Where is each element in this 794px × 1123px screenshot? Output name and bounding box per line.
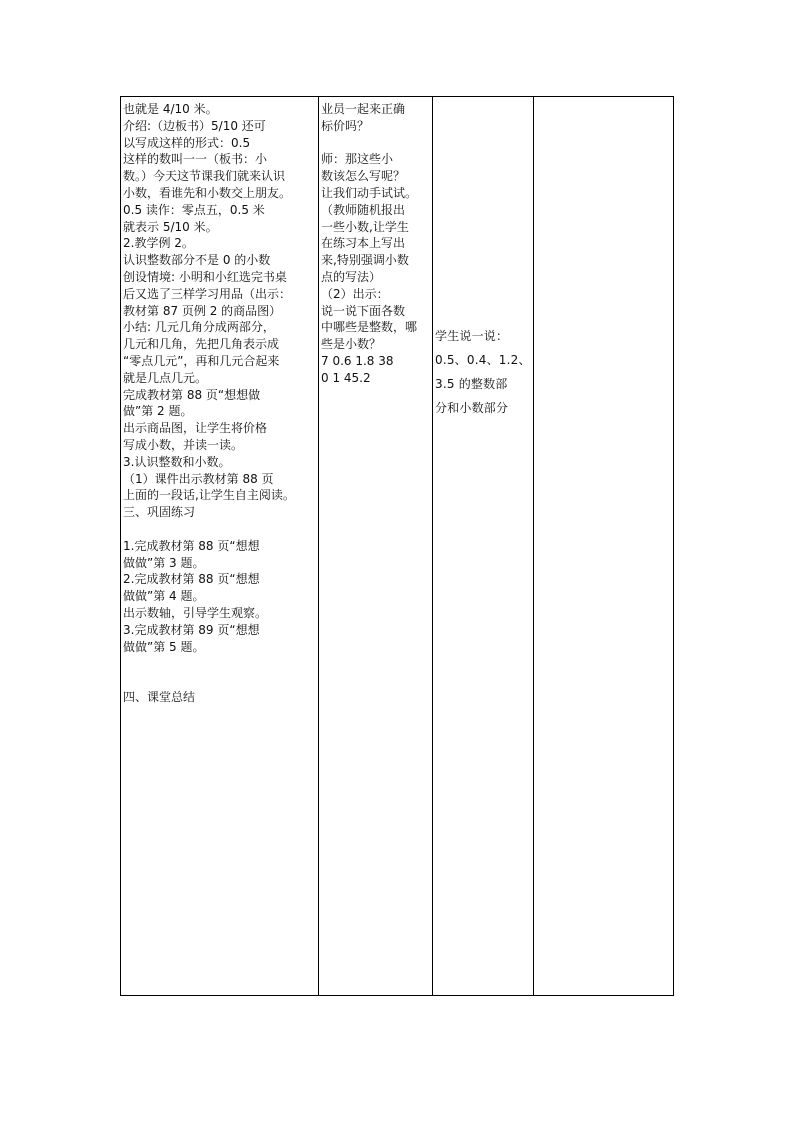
text-line: 一些小数,让学生 (321, 219, 409, 234)
text-line: 后又选了三样学习用品（出示： (123, 286, 292, 301)
text-line: 7 0.6 1.8 38 (321, 354, 394, 368)
text-line: 数。）今天这节课我们就来认识 (123, 169, 286, 184)
text-line: 做做”第 5 题。 (123, 639, 205, 654)
text-line: 2.完成教材第 88 页“想想 (123, 572, 260, 587)
text-line: 1.完成教材第 88 页“想想 (123, 538, 260, 553)
notes-column (534, 97, 674, 995)
text-line: 上面的一段话,让学生自主阅读。 (123, 488, 295, 503)
text-line: 四、课堂总结 (123, 690, 196, 704)
text-line: 让我们动手试试。 (321, 186, 418, 200)
text-line: 学生说一说： (435, 329, 509, 343)
text-line: 出示商品图，让学生将价格 (123, 421, 268, 436)
text-line: 做”第 2 题。 (123, 404, 193, 419)
text-line: 就是几点几元。 (123, 370, 208, 385)
text-line: 标价吗？ (321, 118, 370, 133)
text-line: 数该怎么写呢？ (321, 169, 406, 184)
text-line: 认识整数部分不是 0 的小数 (123, 253, 271, 268)
text-line: （2）出示： (321, 286, 389, 301)
text-line: 说一说下面各数 (321, 303, 406, 318)
text-line: 3.5 的整数部 (435, 377, 508, 391)
text-line: 这样的数叫一一（板书：小 (123, 152, 268, 167)
text-line: 来,特别强调小数 (321, 253, 409, 268)
text-line: 3.认识整数和小数。 (123, 454, 231, 469)
text-line (123, 655, 319, 671)
text-line: 教材第 87 页例 2 的商品图） (123, 303, 282, 318)
text-line: （1）课件出示教材第 88 页 (123, 471, 274, 486)
text-line: （教师随机报出 (321, 202, 406, 217)
text-line: “零点几元”，再和几元合起来 (123, 354, 280, 368)
text-line: 0.5 读作：零点五，0.5 米 (123, 202, 265, 217)
student-activity-column (433, 97, 534, 995)
text-line: 3.完成教材第 89 页“想想 (123, 622, 260, 637)
text-line: 点的写法） (321, 270, 382, 284)
text-line: 完成教材第 88 页“想想做 (123, 387, 261, 402)
text-line: 师：那这些小 (321, 152, 394, 167)
text-line: 2.教学例 2。 (123, 236, 194, 251)
text-line: 就表示 5/10 米。 (123, 219, 218, 234)
text-line: 创设情境: 小明和小红选完书桌 (123, 270, 287, 284)
text-line: 业员一起来正确 (321, 102, 406, 116)
text-line (123, 521, 319, 537)
text-line: 中哪些是整数，哪 (321, 320, 418, 335)
text-line: 小结: 几元几角分成两部分， (123, 320, 275, 335)
text-line: 介绍:（边板书）5/10 还可 (123, 118, 266, 133)
text-line: 小数，看谁先和小数交上朋友。 (123, 186, 292, 200)
teacher-activity-column (319, 97, 433, 995)
teaching-process-column (121, 97, 319, 995)
text-line: 也就是 4/10 米。 (123, 102, 218, 116)
text-line: 以写成这样的形式：0.5 (123, 135, 251, 150)
text-line: 写成小数，并读一读。 (123, 438, 244, 452)
text-line: 做做”第 4 题。 (123, 589, 205, 604)
lesson-plan-table (120, 96, 674, 996)
text-line: 在练习本上写出 (321, 236, 406, 251)
text-line: 几元和几角，先把几角表示成 (123, 337, 280, 352)
text-line: 分和小数部分 (435, 401, 509, 415)
text-line: 做做”第 3 题。 (123, 555, 205, 570)
text-line: 0.5、0.4、1.2、 (435, 353, 531, 367)
text-line: 三、巩固练习 (123, 505, 196, 520)
text-line: 些是小数？ (321, 337, 382, 352)
text-line (123, 672, 319, 688)
text-line (321, 135, 433, 151)
text-line: 出示数轴，引导学生观察。 (123, 606, 268, 620)
text-line: 0 1 45.2 (321, 370, 371, 385)
